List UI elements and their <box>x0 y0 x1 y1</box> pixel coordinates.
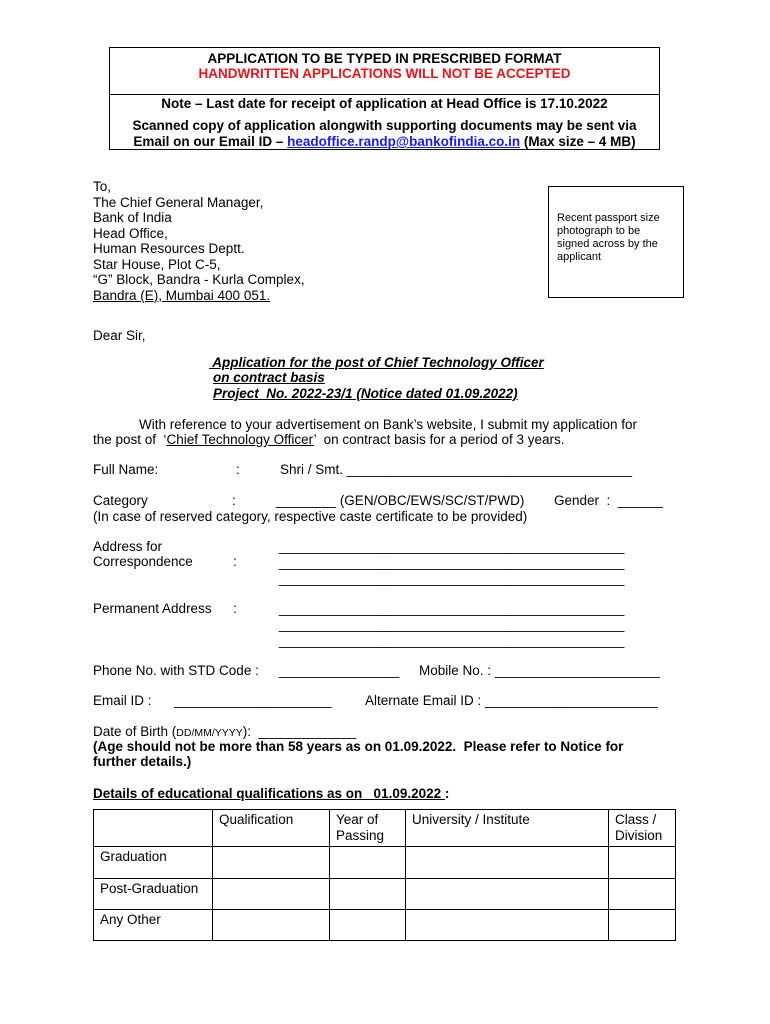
address-line: Head Office, <box>93 225 168 241</box>
header-divider <box>110 94 659 95</box>
subject-line-1: Application for the post of Chief Technology Officer <box>209 355 544 370</box>
colon: : <box>233 554 237 569</box>
body-suffix: ’ on contract basis for a period of 3 years. <box>313 432 565 447</box>
table-cell[interactable] <box>406 847 609 879</box>
table-cell[interactable] <box>213 847 330 879</box>
subject-line-2: on contract basis <box>213 370 325 385</box>
table-row <box>94 847 676 879</box>
table-header-university: University / Institute <box>406 810 609 847</box>
row-label-any-other: Any Other <box>94 910 213 941</box>
correspondence-label-2: Correspondence <box>93 554 193 569</box>
education-heading-text: Details of educational qualifications as on 01.09.2022 <box>93 786 445 801</box>
table-row <box>94 879 676 910</box>
colon: : <box>232 493 236 508</box>
table-header-class: Class / Division <box>609 810 676 847</box>
scan-instruction-line-1: Scanned copy of application alongwith supporting documents may be sent via <box>132 118 637 133</box>
table-row <box>94 910 676 941</box>
table-cell[interactable] <box>213 910 330 941</box>
scan-suffix: (Max size – 4 MB) <box>520 134 636 149</box>
post-name: Chief Technology Officer <box>166 432 314 447</box>
table-cell[interactable] <box>330 879 406 910</box>
phone-label: Phone No. with STD Code : <box>93 663 259 678</box>
category-note: (In case of reserved category, respective caste certificate to be provided) <box>93 509 528 524</box>
header-line-1: APPLICATION TO BE TYPED IN PRESCRIBED FORMAT <box>207 51 562 66</box>
mobile-field[interactable]: Mobile No. : ______________________ <box>419 663 660 678</box>
age-note-line-1: (Age should not be more than 58 years as on 01.09.2022. Please refer to Notice for <box>93 739 624 754</box>
dob-format: DD/MM/YYYY <box>176 727 243 739</box>
permanent-address-label: Permanent Address <box>93 601 212 616</box>
table-cell[interactable] <box>609 879 676 910</box>
full-name-field[interactable]: Shri / Smt. ______________________________________ <box>280 462 633 477</box>
permanent-blank-line[interactable]: ______________________________________________ <box>279 601 625 616</box>
gender-field[interactable]: Gender : ______ <box>554 493 663 508</box>
scan-prefix: Email on our Email ID – <box>133 134 288 149</box>
alternate-email-field[interactable]: Alternate Email ID : _______________________ <box>365 693 658 708</box>
permanent-blank-line[interactable]: ______________________________________________ <box>279 633 625 648</box>
education-heading-colon: : <box>444 786 450 801</box>
email-link[interactable]: headoffice.randp@bankofindia.co.in <box>287 134 521 149</box>
table-cell <box>94 810 213 847</box>
correspondence-blank-line[interactable]: ______________________________________________ <box>279 539 625 554</box>
category-field[interactable]: ________ (GEN/OBC/EWS/SC/ST/PWD) <box>276 493 525 508</box>
address-line: Bank of India <box>93 210 172 225</box>
table-cell[interactable] <box>406 879 609 910</box>
deadline-note: Note – Last date for receipt of application at Head Office is 17.10.2022 <box>161 96 608 111</box>
correspondence-blank-line[interactable]: ______________________________________________ <box>279 555 625 570</box>
email-field[interactable]: _____________________ <box>174 693 332 708</box>
full-name-label: Full Name: <box>93 462 159 477</box>
table-cell[interactable] <box>609 910 676 941</box>
education-heading <box>93 786 449 802</box>
scan-instruction-line-2 <box>110 134 659 150</box>
address-line: Human Resources Deptt. <box>93 241 245 256</box>
header-notice-box <box>109 47 660 150</box>
phone-field[interactable]: ________________ <box>279 663 400 678</box>
body-prefix: the post of ‘ <box>93 432 167 447</box>
row-label-post-graduation: Post-Graduation <box>94 879 213 910</box>
address-line: The Chief General Manager, <box>93 194 264 210</box>
colon: : <box>233 601 237 616</box>
header-line-2: HANDWRITTEN APPLICATIONS WILL NOT BE ACCEPTED <box>198 66 571 81</box>
age-note-line-2: further details.) <box>93 754 192 769</box>
body-line-1: With reference to your advertisement on Bank’s website, I submit my application for <box>139 417 637 432</box>
dob-label: Date of Birth ( <box>93 724 177 739</box>
table-cell[interactable] <box>609 847 676 879</box>
address-line: “G” Block, Bandra - Kurla Complex, <box>93 272 305 287</box>
correspondence-label-1: Address for <box>93 539 163 554</box>
address-line: To, <box>93 179 112 194</box>
subject-line-3: Project No. 2022-23/1 (Notice dated 01.09.2022) <box>213 386 518 401</box>
dob-blank: ): _____________ <box>242 724 357 739</box>
table-header-year: Year of Passing <box>330 810 406 847</box>
table-cell[interactable] <box>330 847 406 879</box>
body-line-2 <box>93 432 565 448</box>
table-header-row <box>94 810 676 847</box>
table-cell[interactable] <box>406 910 609 941</box>
photo-placeholder-box <box>548 186 684 298</box>
table-header-qualification: Qualification <box>213 810 330 847</box>
email-label: Email ID : <box>93 693 152 708</box>
address-line-city: Bandra (E), Mumbai 400 051. <box>93 287 271 303</box>
permanent-blank-line[interactable]: ______________________________________________ <box>279 617 625 632</box>
category-label: Category <box>93 493 148 508</box>
colon: : <box>236 462 240 477</box>
correspondence-blank-line[interactable]: ______________________________________________ <box>279 571 625 586</box>
table-cell[interactable] <box>213 879 330 910</box>
salutation: Dear Sir, <box>93 328 146 343</box>
address-line: Star House, Plot C-5, <box>93 256 221 272</box>
table-cell[interactable] <box>330 910 406 941</box>
photo-instructions: Recent passport size photograph to be signed across by the applicant <box>557 212 660 263</box>
education-table <box>93 809 676 941</box>
row-label-graduation: Graduation <box>94 847 213 879</box>
